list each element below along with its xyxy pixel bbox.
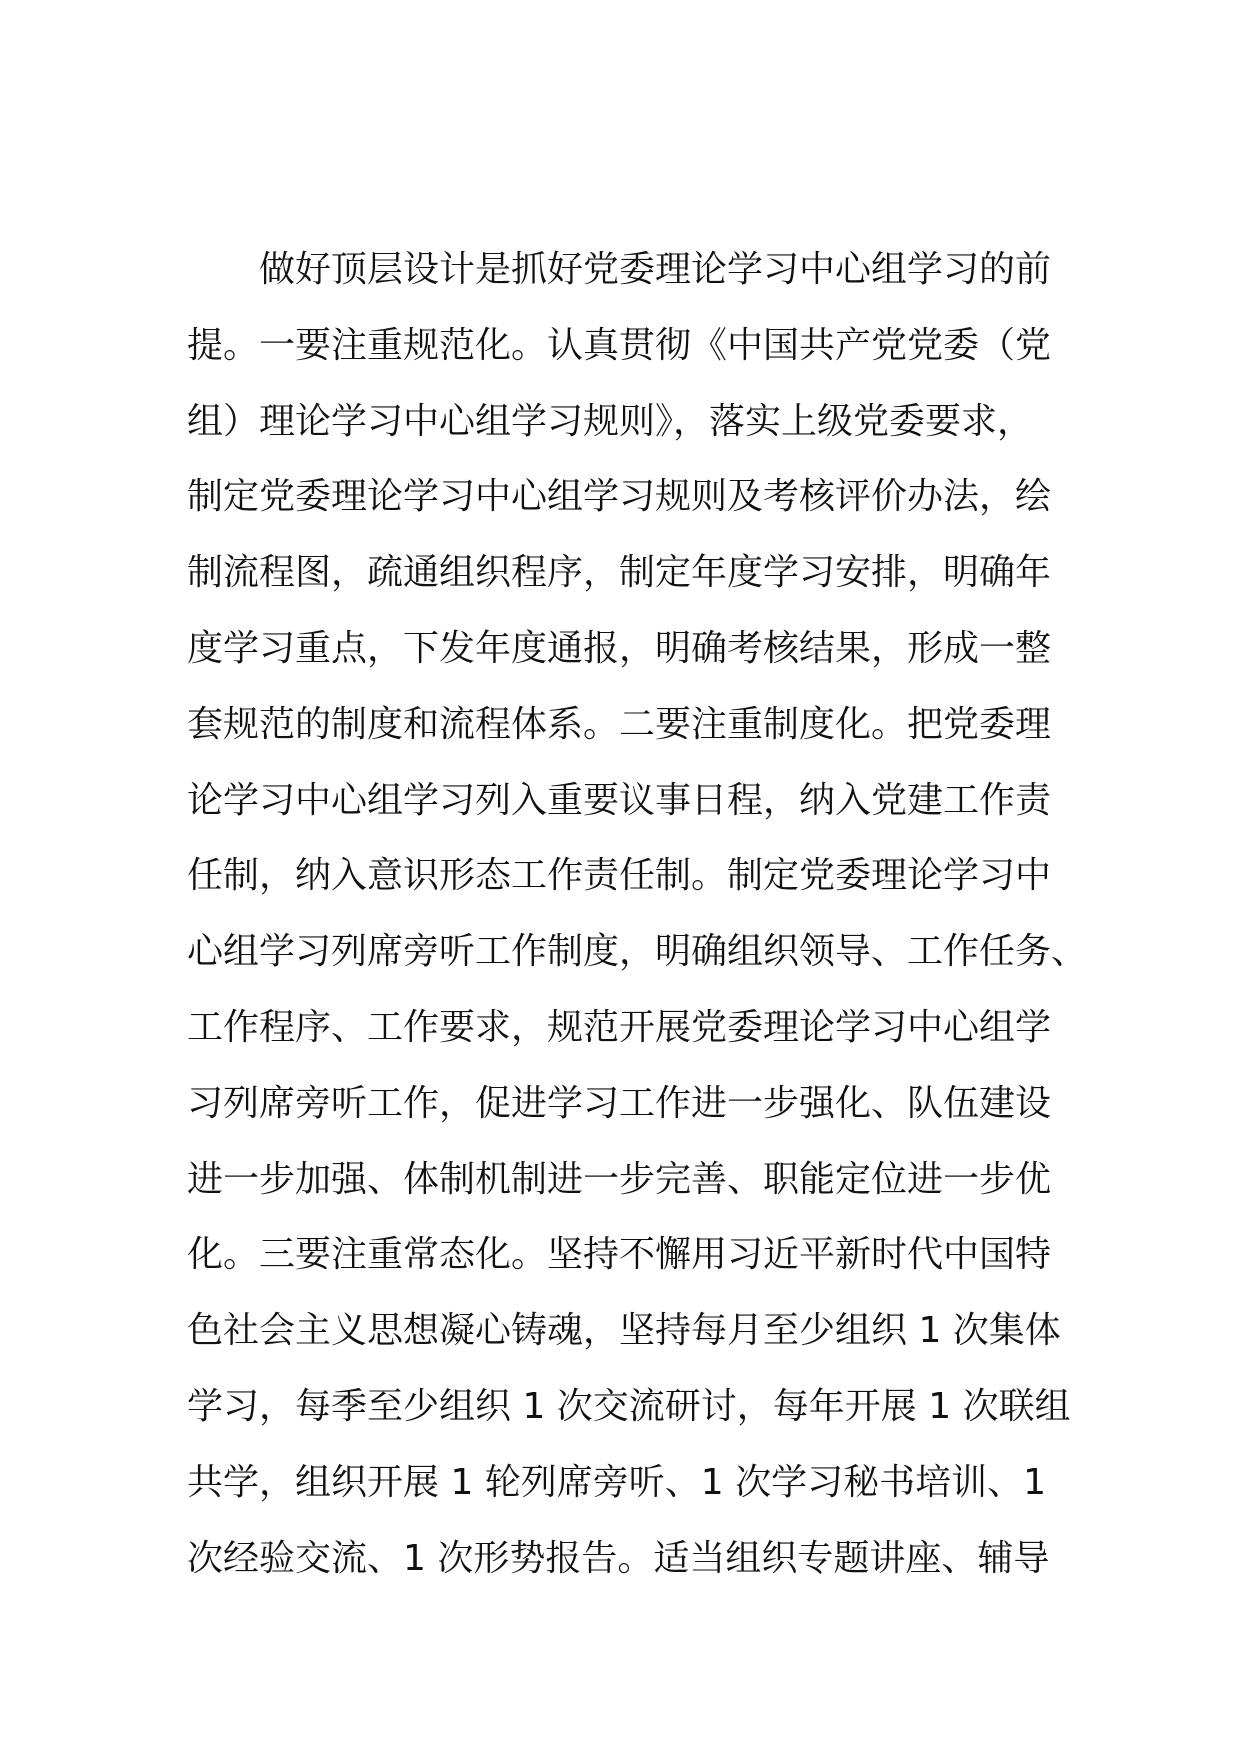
text-line: 次经验交流、1 次形势报告。适当组织专题讲座、辅导 (187, 1537, 1050, 1579)
text-line: 习列席旁听工作，促进学习工作进一步强化、队伍建设 (187, 1082, 1052, 1124)
text-line: 组）理论学习中心组学习规则》，落实上级党委要求， (187, 400, 1034, 442)
text-line: 制流程图，疏通组织程序，制定年度学习安排，明确年 (187, 552, 1052, 594)
text-line: 度学习重点，下发年度通报，明确考核结果，形成一整 (187, 627, 1052, 669)
text-line: 制定党委理论学习中心组学习规则及考核评价办法，绘 (187, 476, 1052, 518)
text-line: 进一步加强、体制机制进一步完善、职能定位进一步优 (187, 1158, 1052, 1200)
text-line: 化。三要注重常态化。坚持不懈用习近平新时代中国特 (187, 1234, 1052, 1276)
body-paragraph (187, 232, 1087, 1596)
text-line: 共学，组织开展 1 轮列席旁听、1 次学习秘书培训、1 (187, 1461, 1047, 1503)
text-line: 提。一要注重规范化。认真贯彻《中国共产党党委（党 (187, 324, 1052, 366)
text-line: 学习，每季至少组织 1 次交流研讨，每年开展 1 次联组 (187, 1385, 1071, 1427)
text-line: 套规范的制度和流程体系。二要注重制度化。把党委理 (187, 703, 1052, 745)
text-line: 论学习中心组学习列入重要议事日程，纳入党建工作责 (187, 779, 1052, 821)
text-line: 色社会主义思想凝心铸魂，坚持每月至少组织 1 次集体 (187, 1310, 1061, 1352)
text-line: 做好顶层设计是抓好党委理论学习中心组学习的前 (259, 249, 1052, 290)
text-line: 工作程序、工作要求，规范开展党委理论学习中心组学 (187, 1006, 1052, 1048)
text-line: 心组学习列席旁听工作制度，明确组织领导、工作任务、 (187, 931, 1088, 973)
text-line: 任制，纳入意识形态工作责任制。制定党委理论学习中 (187, 855, 1052, 897)
